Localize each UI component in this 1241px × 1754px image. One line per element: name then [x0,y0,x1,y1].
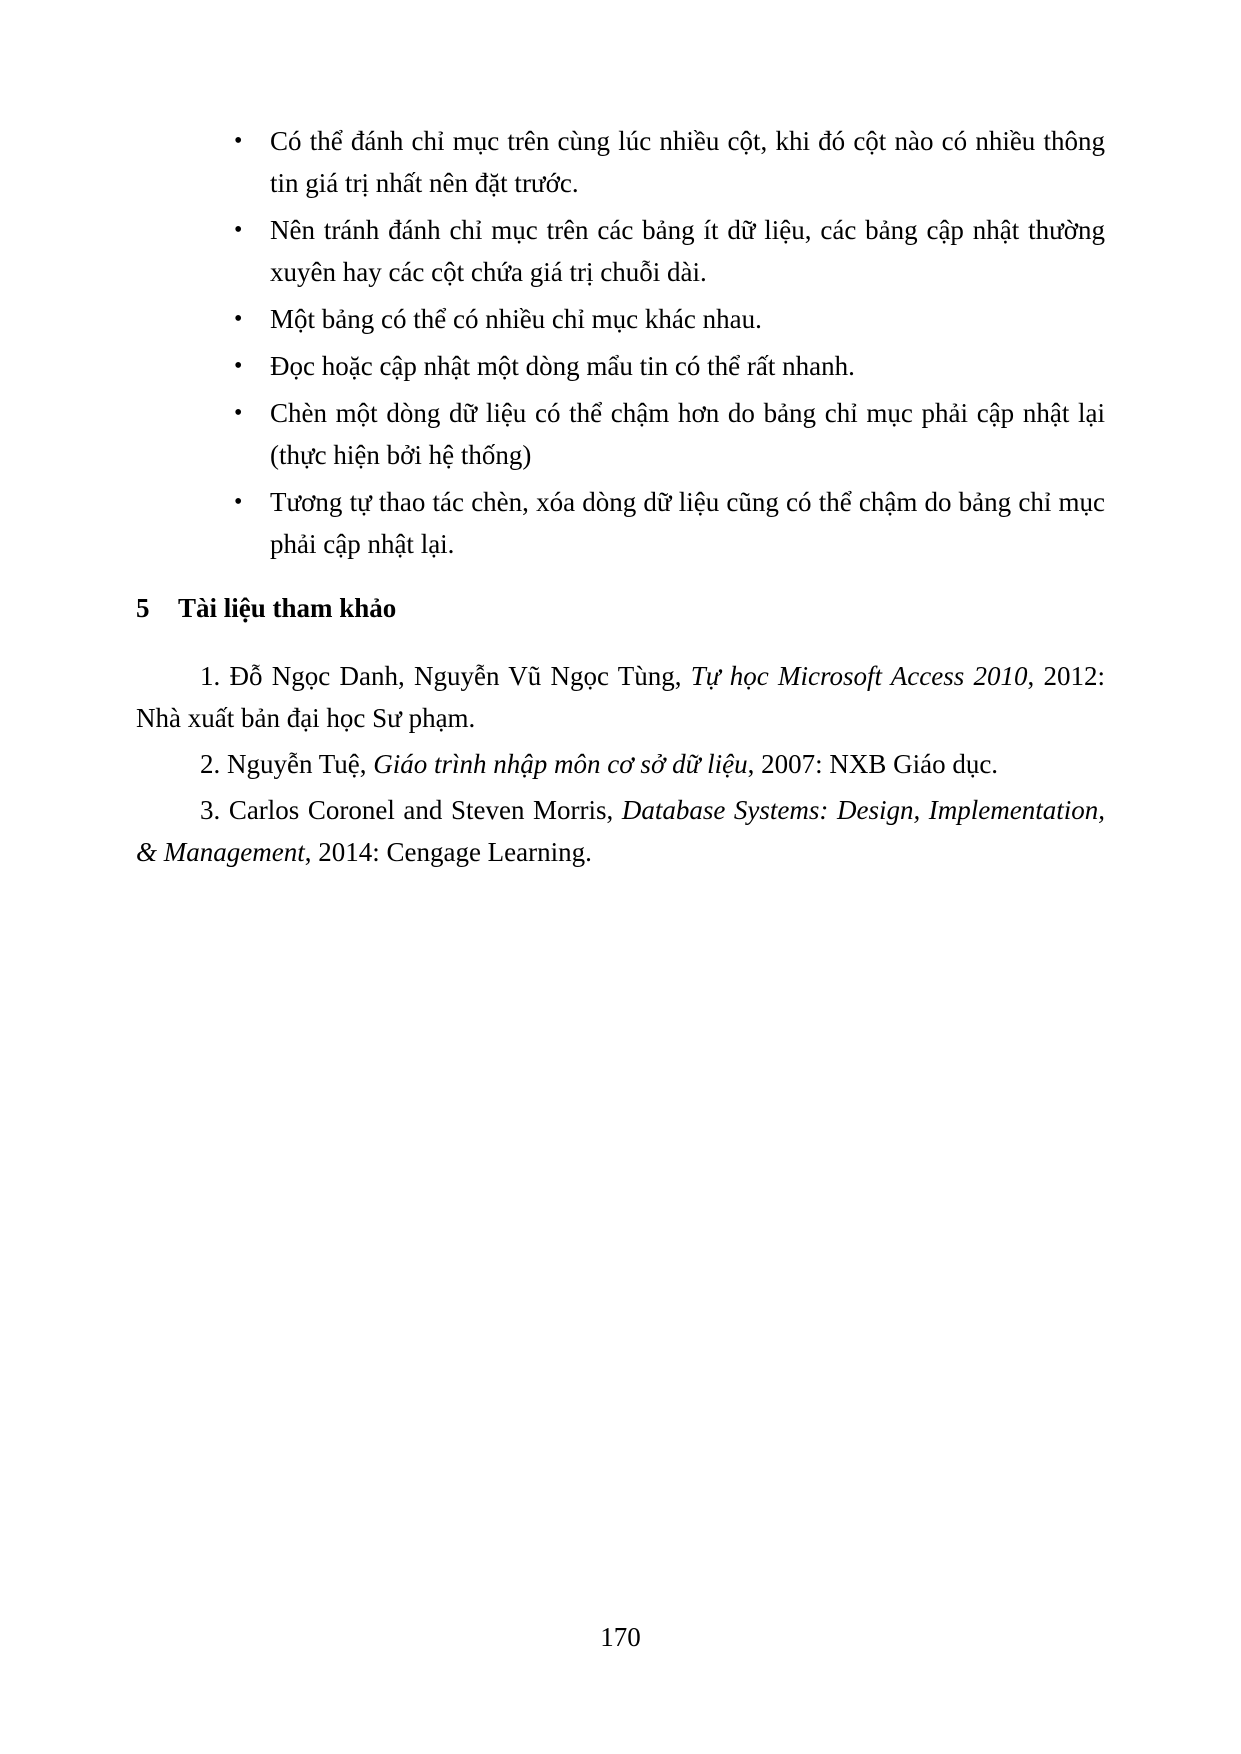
bullet-text: Tương tự thao tác chèn, xóa dòng dữ liệu cũng có thể chậm do bảng chỉ mục phải cập nhật lại. [270,487,1105,559]
reference-text: , 2007: NXB Giáo dục. [747,749,999,779]
bullet-icon: • [234,489,243,515]
reference-text: 3. Carlos Coronel and Steven Morris, [200,795,622,825]
bullet-icon: • [234,128,243,154]
bullet-item [136,209,1105,293]
reference-item [136,789,1105,873]
reference-title-italic: Tự học Microsoft Access 2010 [690,661,1028,691]
bullet-item [136,298,1105,340]
bullet-item [136,481,1105,565]
reference-title-italic: Giáo trình nhập môn cơ sở dữ liệu [373,749,748,779]
page-number: 170 [600,1622,641,1652]
bullet-text: Chèn một dòng dữ liệu có thể chậm hơn do bảng chỉ mục phải cập nhật lại (thực hiện bởi hệ thống) [270,398,1105,470]
section-heading [136,587,1105,629]
reference-text: 1. Đỗ Ngọc Danh, Nguyễn Vũ Ngọc Tùng, [200,661,691,691]
reference-title-italic: Database Systems: Design, Implementation, & Management [136,795,1106,867]
bullet-text: Nên tránh đánh chỉ mục trên các bảng ít dữ liệu, các bảng cập nhật thường xuyên hay các cột chứa giá trị chuỗi dài. [270,215,1105,287]
bullet-list [136,120,1105,565]
section-title: Tài liệu tham khảo [178,593,397,623]
reference-text: 2. Nguyễn Tuệ, [200,749,374,779]
bullet-item [136,120,1105,204]
bullet-text: Đọc hoặc cập nhật một dòng mẩu tin có thể rất nhanh. [270,351,855,381]
section-number: 5 [136,593,150,623]
bullet-icon: • [234,353,243,379]
reference-text: , 2012: Nhà xuất bản đại học Sư phạm. [136,661,1105,733]
bullet-text: Một bảng có thể có nhiều chỉ mục khác nhau. [270,304,762,334]
bullet-icon: • [234,217,243,243]
bullet-item [136,392,1105,476]
page-content [0,0,1241,873]
reference-text: , 2014: Cengage Learning. [304,837,592,867]
reference-item [136,655,1105,739]
reference-item [136,743,1105,785]
bullet-item [136,345,1105,387]
bullet-icon: • [234,306,243,332]
bullet-text: Có thể đánh chỉ mục trên cùng lúc nhiều cột, khi đó cột nào có nhiều thông tin giá trị nhất nên đặt trước. [270,126,1105,198]
bullet-icon: • [234,400,243,426]
